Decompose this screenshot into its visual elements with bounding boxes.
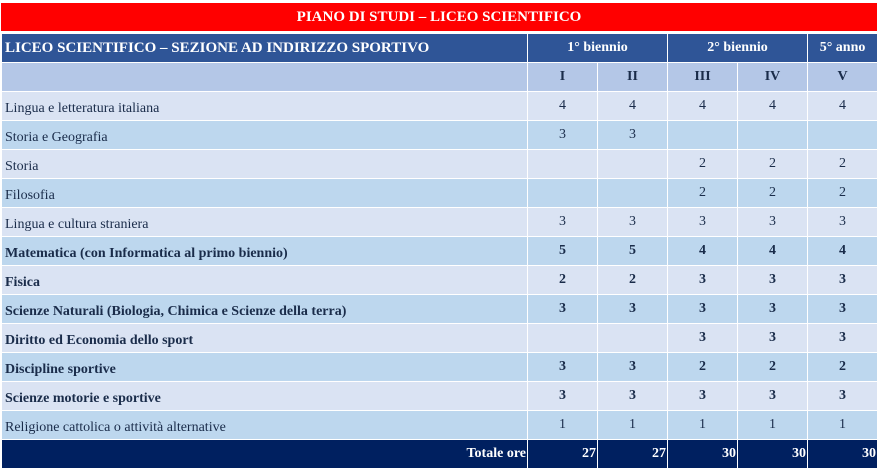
year-v: V [808,63,878,92]
hours-cell: 3 [808,266,878,295]
hours-cell: 3 [738,266,808,295]
hours-cell: 3 [528,121,598,150]
hours-cell [598,324,668,353]
total-label: Totale ore [2,440,528,469]
subject-name: Scienze motorie e sportive [2,382,528,411]
hours-cell: 4 [738,92,808,121]
hours-cell: 3 [738,208,808,237]
table-row [2,121,878,150]
hours-cell: 3 [808,295,878,324]
hours-cell: 3 [598,295,668,324]
hours-cell: 3 [528,295,598,324]
hours-cell: 3 [668,266,738,295]
hours-cell: 3 [808,382,878,411]
subject-name: Fisica [2,266,528,295]
hours-cell [528,324,598,353]
hours-cell: 3 [668,208,738,237]
section-title: LICEO SCIENTIFICO – SEZIONE AD INDIRIZZO SPORTIVO [2,34,528,63]
hours-cell: 3 [808,324,878,353]
total-cell: 30 [738,440,808,469]
hours-cell: 4 [668,237,738,266]
hours-cell: 1 [738,411,808,440]
hours-cell: 3 [738,295,808,324]
hours-cell: 4 [598,92,668,121]
year-iv: IV [738,63,808,92]
table-row [2,179,878,208]
total-cell: 30 [668,440,738,469]
subject-name: Storia e Geografia [2,121,528,150]
hours-cell: 2 [668,150,738,179]
hours-cell: 3 [808,208,878,237]
hours-cell [528,150,598,179]
hours-cell: 1 [598,411,668,440]
hours-cell: 4 [808,92,878,121]
hours-cell: 5 [598,237,668,266]
years-row [2,63,878,92]
table-row [2,92,878,121]
year-ii: II [598,63,668,92]
hours-cell: 3 [528,353,598,382]
hours-cell: 3 [598,353,668,382]
hours-cell: 2 [668,353,738,382]
hours-cell: 2 [808,179,878,208]
hours-cell: 4 [808,237,878,266]
hours-cell: 3 [528,208,598,237]
header-row [2,34,878,63]
table-row [2,353,878,382]
hours-cell: 2 [738,150,808,179]
hours-cell: 3 [668,295,738,324]
page-title: PIANO DI STUDI – LICEO SCIENTIFICO [1,3,877,31]
hours-cell: 1 [528,411,598,440]
table-row [2,150,878,179]
total-cell: 27 [528,440,598,469]
subject-name: Matematica (con Informatica al primo biennio) [2,237,528,266]
group-second-biennium: 2° biennio [668,34,808,63]
group-fifth-year: 5° anno [808,34,878,63]
subject-name: Filosofia [2,179,528,208]
hours-cell: 4 [668,92,738,121]
subject-name: Diritto ed Economia dello sport [2,324,528,353]
hours-cell: 2 [528,266,598,295]
hours-cell: 4 [738,237,808,266]
hours-cell: 2 [668,179,738,208]
hours-cell [808,121,878,150]
group-first-biennium: 1° biennio [528,34,668,63]
years-row-blank [2,63,528,92]
table-row [2,382,878,411]
hours-cell: 5 [528,237,598,266]
hours-cell [598,150,668,179]
table-row [2,411,878,440]
table-row [2,237,878,266]
hours-cell: 1 [668,411,738,440]
hours-cell: 3 [668,382,738,411]
table-row [2,208,878,237]
hours-cell: 4 [528,92,598,121]
total-cell: 27 [598,440,668,469]
subject-name: Lingua e letteratura italiana [2,92,528,121]
hours-cell: 2 [808,353,878,382]
hours-cell: 2 [808,150,878,179]
hours-cell: 2 [738,353,808,382]
total-row [2,440,878,469]
table-row [2,266,878,295]
year-iii: III [668,63,738,92]
table-row [2,295,878,324]
hours-cell: 2 [738,179,808,208]
hours-cell: 3 [598,208,668,237]
subject-name: Religione cattolica o attività alternative [2,411,528,440]
hours-cell: 3 [598,121,668,150]
subject-name: Discipline sportive [2,353,528,382]
subject-name: Scienze Naturali (Biologia, Chimica e Scienze della terra) [2,295,528,324]
year-i: I [528,63,598,92]
hours-cell: 1 [808,411,878,440]
hours-cell: 3 [738,324,808,353]
total-cell: 30 [808,440,878,469]
hours-cell: 3 [598,382,668,411]
hours-cell: 3 [528,382,598,411]
subject-name: Lingua e cultura straniera [2,208,528,237]
table-row [2,324,878,353]
hours-cell: 3 [738,382,808,411]
hours-cell [598,179,668,208]
hours-cell: 2 [598,266,668,295]
hours-cell [738,121,808,150]
hours-cell [528,179,598,208]
hours-cell [668,121,738,150]
hours-cell: 3 [668,324,738,353]
subject-name: Storia [2,150,528,179]
study-plan-table [1,33,878,469]
